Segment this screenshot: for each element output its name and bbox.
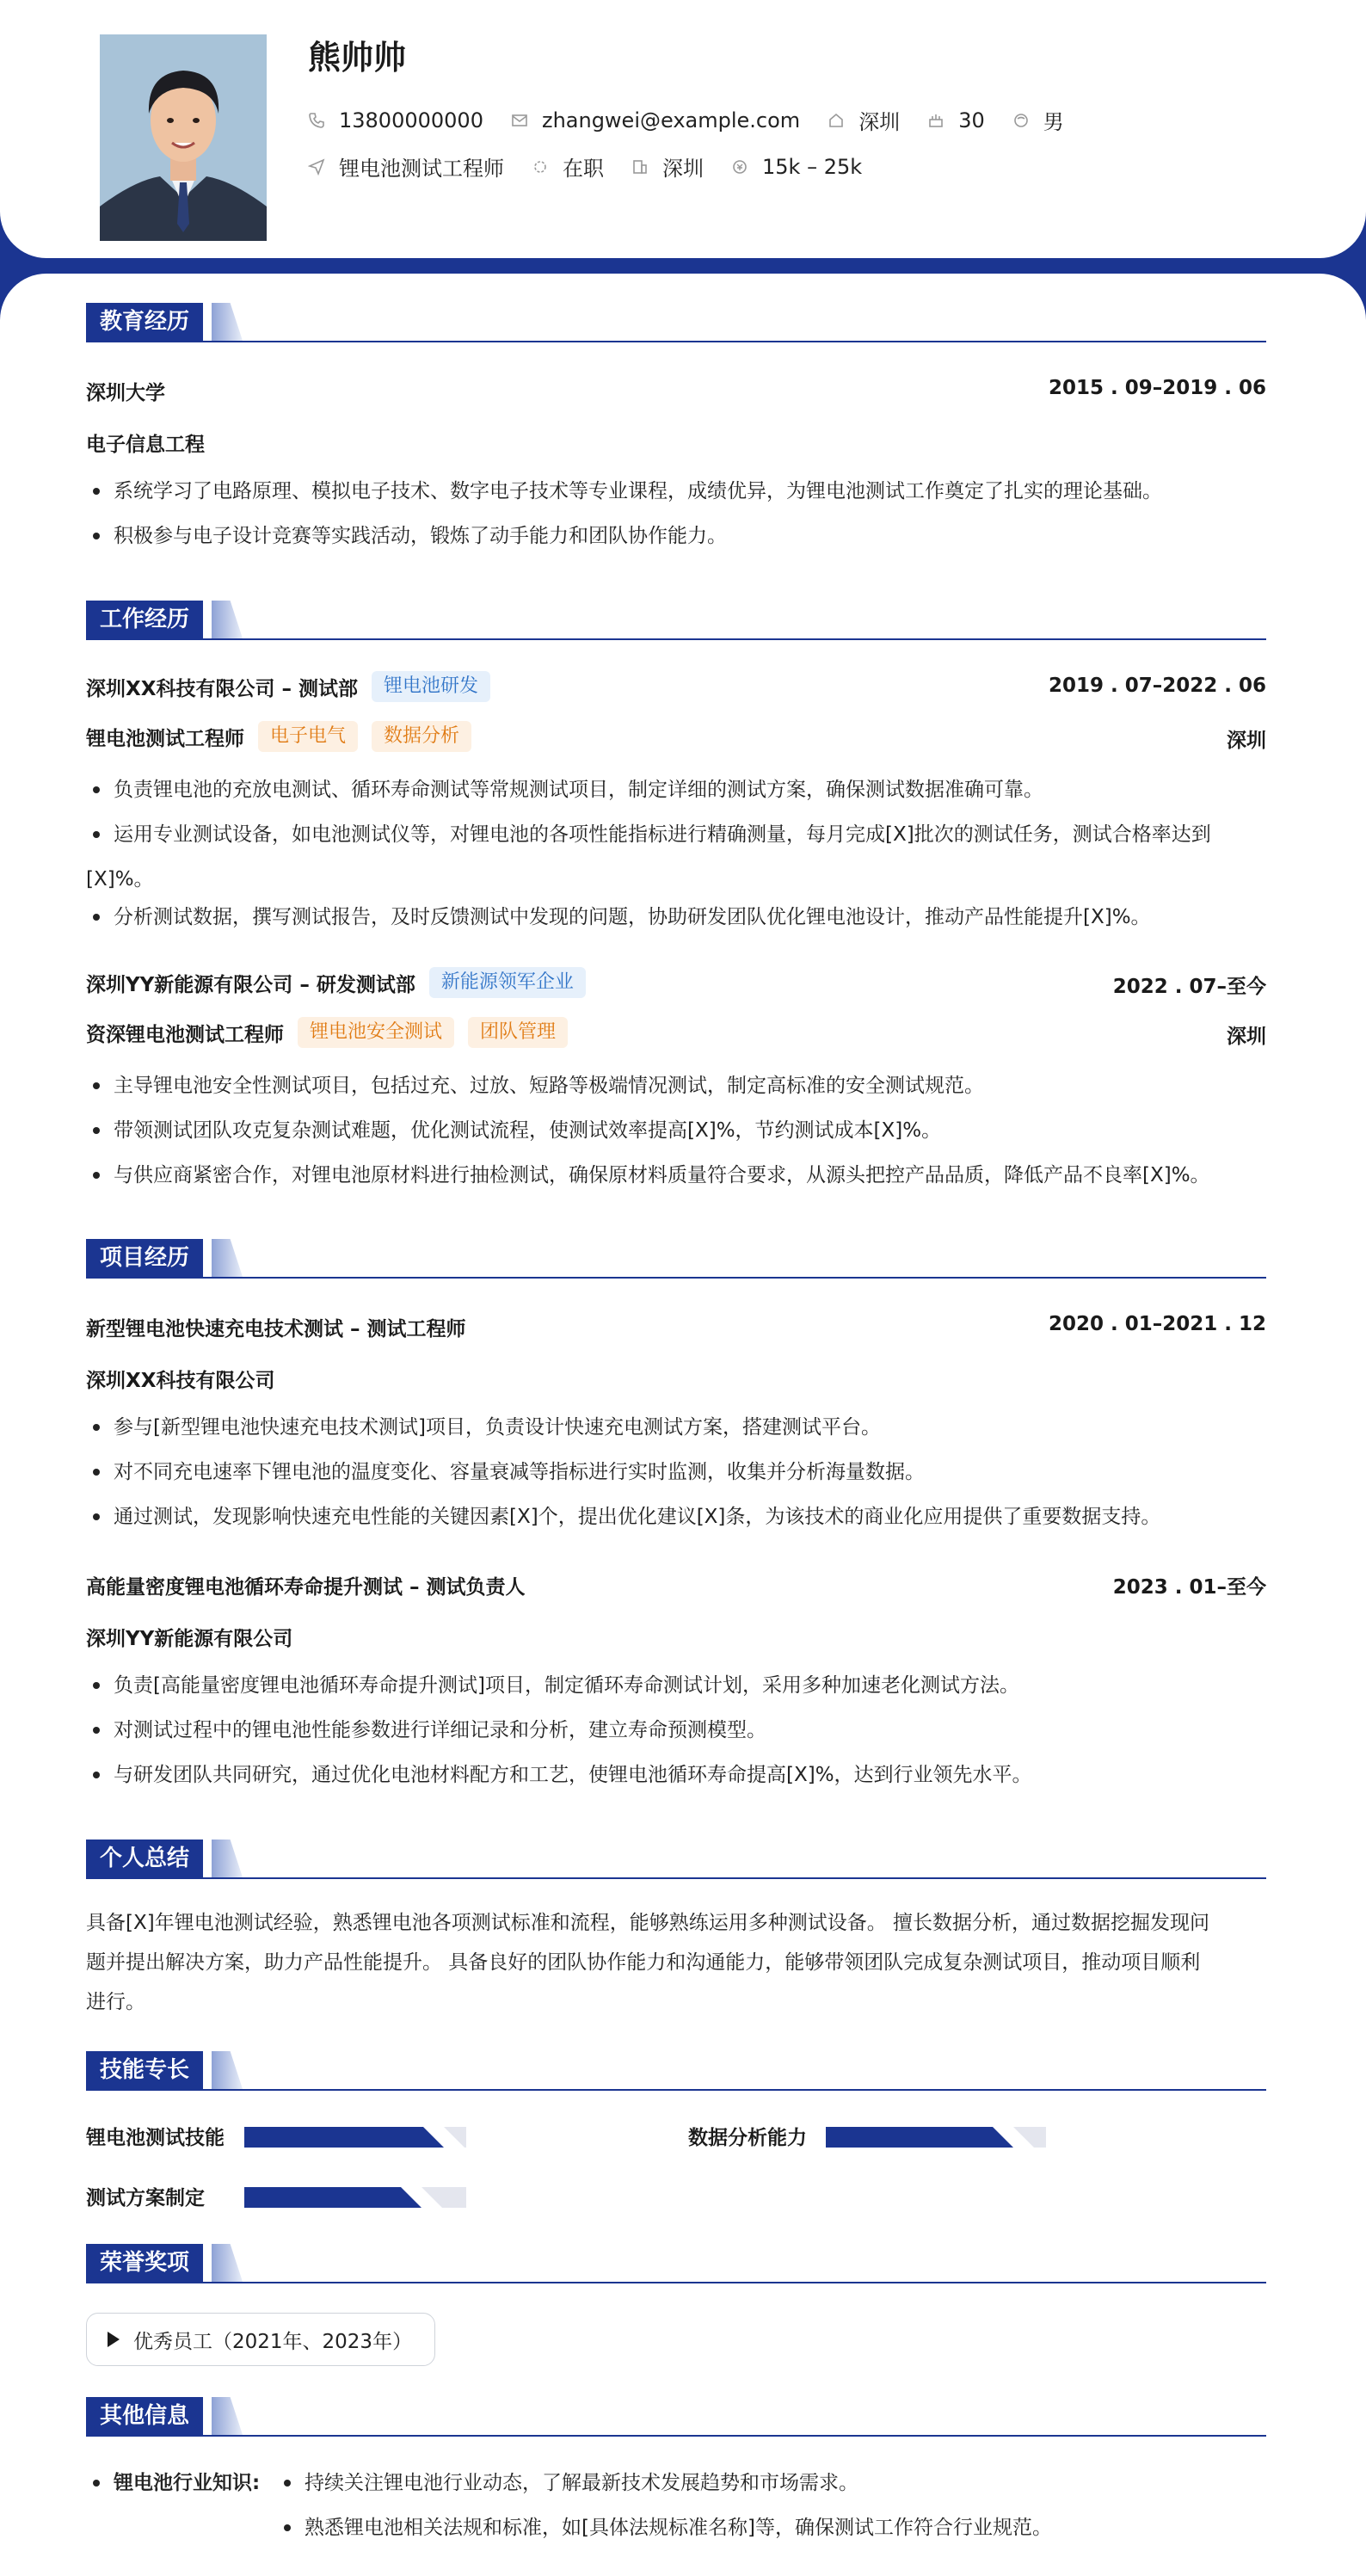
section-summary: [86, 1840, 1266, 1879]
section-title-honors: 荣誉奖项: [86, 2244, 203, 2282]
company-name: 深圳YY新能源有限公司 – 研发测试部: [86, 973, 415, 996]
status-icon: [532, 158, 549, 176]
send-icon: [308, 158, 325, 176]
section-title-decoration: [212, 601, 243, 638]
work-city-text: 深圳: [662, 157, 704, 181]
section-skills: [86, 2051, 1266, 2091]
project-org: 深圳XX科技有限公司: [86, 1370, 275, 1392]
section-work: [86, 601, 1266, 640]
list-item: 系统学习了电路原理、模拟电子技术、数字电子技术等专业课程，成绩优异，为锂电池测试工作奠定了扎实的理论基础。: [86, 469, 1266, 514]
section-title-summary: 个人总结: [86, 1840, 203, 1877]
list-item: 与研发团队共同研究，通过优化电池材料配方和工艺，使锂电池循环寿命提高[X]%，达到行业领先水平。: [86, 1753, 1266, 1797]
gender-text: 男: [1043, 110, 1064, 134]
list-item: 参与[新型锂电池快速充电技术测试]项目，负责设计快速充电测试方案，搭建测试平台。: [86, 1405, 1266, 1450]
role-tag: 锂电池安全测试: [298, 1017, 454, 1048]
phone-text: 13800000000: [339, 108, 483, 132]
location-text: 深圳: [858, 110, 901, 134]
role-tag: 团队管理: [468, 1017, 568, 1048]
education-period: 2015 . 09–2019 . 06: [1048, 377, 1266, 399]
job-row: [308, 151, 889, 182]
work-period: 2022 . 07–至今: [1112, 976, 1266, 998]
section-honors: [86, 2244, 1266, 2283]
list-item: 负责锂电池的充放电测试、循环寿命测试等常规测试项目，制定详细的测试方案，确保测试数据准确可靠。: [86, 767, 1266, 812]
role-name: 锂电池测试工程师: [86, 727, 244, 750]
cake-icon: [927, 112, 945, 129]
section-title-projects: 项目经历: [86, 1239, 203, 1277]
school-name: 深圳大学: [86, 382, 165, 404]
company-tag: 锂电池研发: [372, 671, 490, 702]
salary-text: 15k – 25k: [762, 154, 863, 179]
honor-text: 优秀员工（2021年、2023年）: [133, 2330, 413, 2353]
list-item: 对测试过程中的锂电池性能参数进行详细记录和分析，建立寿命预测模型。: [86, 1708, 1266, 1753]
major-name: 电子信息工程: [86, 434, 205, 456]
email-text: zhangwei@example.com: [541, 108, 801, 132]
list-item: 积极参与电子设计竞赛等实践活动，锻炼了动手能力和团队协作能力。: [86, 514, 1266, 558]
expand-triangle-icon: [108, 2332, 120, 2347]
skill-bar: [826, 2127, 1046, 2148]
section-projects: [86, 1239, 1266, 1279]
company-tag: 新能源领军企业: [429, 967, 586, 998]
section-title-decoration: [212, 2397, 243, 2435]
section-education: [86, 303, 1266, 342]
phone-icon: [308, 112, 325, 129]
list-item: 运用专业测试设备，如电池测试仪等，对锂电池的各项性能指标进行精确测量，每月完成[X]批次的测试任务，测试合格率达到[X]%。: [86, 823, 1211, 891]
skill-bar: [244, 2187, 466, 2208]
project-title: 高能量密度锂电池循环寿命提升测试 – 测试负责人: [86, 1576, 526, 1599]
project-period: 2023 . 01–至今: [1112, 1576, 1266, 1599]
skill-name: 测试方案制定: [86, 2187, 205, 2209]
list-item: 主导锂电池安全性测试项目，包括过充、过放、短路等极端情况测试，制定高标准的安全测试规范。: [86, 1063, 1266, 1108]
section-title-decoration: [212, 303, 243, 341]
project-title: 新型锂电池快速充电技术测试 – 测试工程师: [86, 1318, 466, 1340]
profile-header: [0, 0, 1366, 258]
work-city: 深圳: [1227, 1026, 1266, 1048]
section-title-decoration: [212, 2051, 243, 2089]
contact-row: [308, 105, 1092, 135]
other-label: 锂电池行业知识:: [114, 2472, 261, 2494]
section-other: [86, 2397, 1266, 2437]
status-text: 在职: [563, 157, 604, 181]
building-icon: [631, 158, 649, 176]
project-period: 2020 . 01–2021 . 12: [1048, 1313, 1266, 1335]
job-title-text: 锂电池测试工程师: [339, 157, 504, 181]
age-text: 30: [958, 108, 985, 132]
gender-icon: [1012, 112, 1030, 129]
list-item: 持续关注锂电池行业动态，了解最新技术发展趋势和市场需求。: [277, 2461, 1266, 2505]
list-item: 对不同充电速率下锂电池的温度变化、容量衰减等指标进行实时监测，收集并分析海量数据。: [86, 1450, 1266, 1494]
email-icon: [511, 112, 528, 129]
list-item: 带领测试团队攻克复杂测试难题，优化测试流程，使测试效率提高[X]%，节约测试成本[X]%。: [86, 1108, 1266, 1153]
list-item: 熟悉锂电池相关法规和标准，如[具体法规标准名称]等，确保测试工作符合行业规范。: [277, 2505, 1266, 2550]
section-title-other: 其他信息: [86, 2397, 203, 2435]
skill-bar: [244, 2127, 466, 2148]
skill-name: 数据分析能力: [688, 2127, 807, 2149]
candidate-name: 熊帅帅: [308, 39, 407, 77]
profile-photo: [100, 34, 267, 241]
role-name: 资深锂电池测试工程师: [86, 1023, 284, 1046]
summary-text: 具备[X]年锂电池测试经验，熟悉锂电池各项测试标准和流程，能够熟练运用多种测试设备。 擅长数据分析，通过数据挖掘发现问 题并提出解决方案，助力产品性能提升。 具备良好的团队协作能力和沟通能力，能够带领团队完成复杂测试项目，推动项目顺利 进行。: [86, 1912, 1210, 2013]
list-item: 负责[高能量密度锂电池循环寿命提升测试]项目，制定循环寿命测试计划，采用多种加速老化测试方法。: [86, 1663, 1266, 1708]
home-icon: [828, 112, 845, 129]
role-tag: 数据分析: [372, 721, 471, 752]
section-title-work: 工作经历: [86, 601, 203, 638]
skill-name: 锂电池测试技能: [86, 2127, 225, 2149]
section-title-skills: 技能专长: [86, 2051, 203, 2089]
work-period: 2019 . 07–2022 . 06: [1048, 675, 1266, 697]
list-item: 与供应商紧密合作，对锂电池原材料进行抽检测试，确保原材料质量符合要求，从源头把控产品品质，降低产品不良率[X]%。: [86, 1153, 1266, 1198]
role-tag: 电子电气: [258, 721, 358, 752]
project-org: 深圳YY新能源有限公司: [86, 1628, 293, 1650]
list-item: 通过测试，发现影响快速充电性能的关键因素[X]个，提出优化建议[X]条，为该技术的商业化应用提供了重要数据支持。: [86, 1494, 1266, 1539]
salary-icon: [731, 158, 748, 176]
work-city: 深圳: [1227, 730, 1266, 752]
section-title-decoration: [212, 1840, 243, 1877]
honor-item[interactable]: [86, 2313, 435, 2366]
section-title-education: 教育经历: [86, 303, 203, 341]
section-title-decoration: [212, 1239, 243, 1277]
company-name: 深圳XX科技有限公司 – 测试部: [86, 677, 358, 700]
list-item: 分析测试数据，撰写测试报告，及时反馈测试中发现的问题，协助研发团队优化锂电池设计，推动产品性能提升[X]%。: [86, 895, 1266, 940]
section-title-decoration: [212, 2244, 243, 2282]
